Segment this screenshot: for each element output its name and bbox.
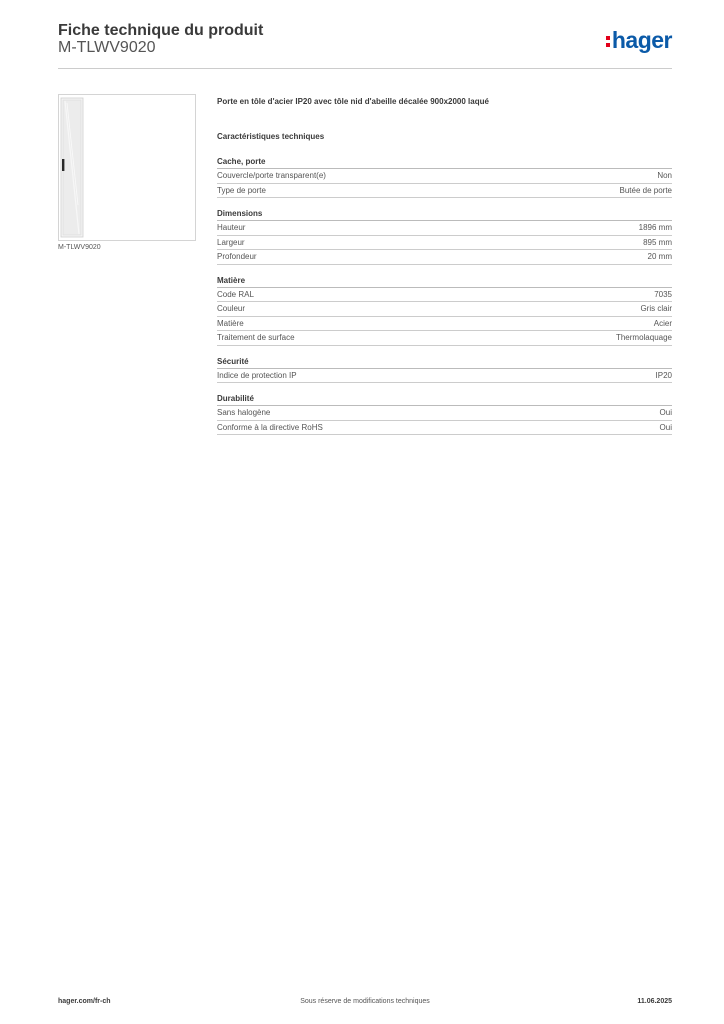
spec-value: IP20 [655, 370, 672, 380]
spec-row [217, 421, 672, 436]
spec-row [217, 331, 672, 346]
spec-label: Sans halogène [217, 408, 271, 417]
spec-label: Largeur [217, 237, 245, 247]
product-image [58, 94, 196, 241]
spec-label: Indice de protection IP [217, 370, 297, 380]
spec-group-dimensions [217, 208, 672, 265]
group-title: Matière [217, 275, 672, 288]
footer-date: 11.06.2025 [637, 998, 672, 1005]
spec-label: Conforme à la directive RoHS [217, 422, 323, 432]
spec-label: Traitement de surface [217, 333, 295, 342]
hager-logo [606, 26, 672, 54]
page-header [58, 20, 672, 70]
footer-notice: Sous réserve de modifications techniques [300, 998, 430, 1005]
product-description: Porte en tôle d'acier IP20 avec tôle nid d'abeille décalée 900x2000 laqué [217, 97, 489, 106]
spec-content [217, 96, 672, 445]
spec-group-durabilite [217, 393, 672, 435]
spec-label: Profondeur [217, 252, 257, 261]
spec-value: Butée de porte [619, 185, 672, 195]
group-title: Dimensions [217, 208, 672, 221]
spec-value: Acier [653, 318, 672, 328]
page-footer [58, 998, 672, 1010]
spec-row [217, 406, 672, 421]
image-caption: M-TLWV9020 [58, 244, 101, 251]
group-title: Durabilité [217, 393, 672, 406]
spec-row [217, 369, 672, 384]
spec-value: 20 mm [647, 252, 672, 261]
spec-row [217, 317, 672, 332]
spec-value: Gris clair [640, 304, 672, 313]
spec-value: Thermolaquage [615, 333, 672, 342]
specs-heading: Caractéristiques techniques [217, 132, 325, 141]
header-divider [58, 68, 672, 69]
spec-label: Hauteur [217, 223, 246, 232]
spec-label: Couleur [217, 304, 246, 313]
logo-colon-mark [606, 36, 610, 47]
document-title: Fiche technique du produit [58, 22, 264, 39]
spec-row [217, 302, 672, 317]
footer-website-link[interactable]: hager.com/fr-ch [58, 998, 111, 1005]
spec-row [217, 250, 672, 265]
spec-group-securite [217, 356, 672, 384]
spec-row [217, 288, 672, 303]
spec-row [217, 169, 672, 184]
product-reference: M-TLWV9020 [58, 39, 156, 56]
spec-row [217, 184, 672, 199]
spec-row [217, 236, 672, 251]
spec-value: Non [657, 171, 672, 180]
door-illustration [59, 95, 195, 240]
spec-value: Oui [659, 422, 672, 432]
logo-text: hager [611, 26, 672, 53]
spec-label: Matière [217, 318, 244, 328]
spec-label: Type de porte [217, 185, 266, 195]
spec-group-matiere [217, 275, 672, 346]
group-title: Cache, porte [217, 156, 672, 169]
spec-value: 7035 [654, 289, 672, 299]
spec-group-cache-porte [217, 156, 672, 198]
spec-label: Couvercle/porte transparent(e) [217, 171, 326, 180]
group-title: Sécurité [217, 356, 672, 369]
spec-row [217, 221, 672, 236]
spec-value: 1896 mm [638, 223, 672, 232]
spec-value: 895 mm [643, 237, 672, 247]
spec-value: Oui [659, 408, 672, 417]
spec-label: Code RAL [217, 289, 254, 299]
